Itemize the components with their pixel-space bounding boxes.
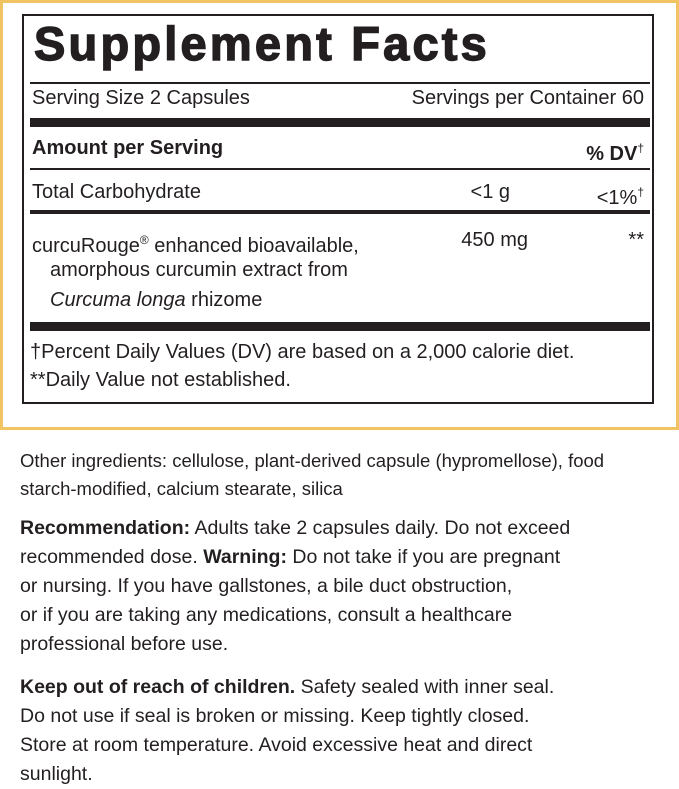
footnote-not-established: **Daily Value not established.	[30, 369, 291, 391]
row-total-carbohydrate-dv: <1%†	[596, 185, 644, 209]
row-rule	[30, 210, 650, 214]
recommendation-line2: recommended dose. Warning: Do not take if you are pregnant	[20, 546, 561, 568]
storage-line4: sunlight.	[20, 763, 93, 785]
recommendation-line5: professional before use.	[20, 633, 229, 655]
storage-line3: Store at room temperature. Avoid excessive heat and direct	[20, 734, 533, 756]
row-curcurouge-name-line1: curcuRouge® enhanced bioavailable,	[32, 233, 359, 257]
footnote-dv: †Percent Daily Values (DV) are based on a 2,000 calorie diet.	[30, 341, 575, 363]
supplement-facts-panel	[22, 14, 654, 404]
row-total-carbohydrate-amount: <1 g	[470, 181, 510, 203]
recommendation-line3: or nursing. If you have gallstones, a bile duct obstruction,	[20, 575, 513, 597]
header-rule	[30, 118, 650, 127]
row-curcurouge-dv: **	[628, 229, 644, 251]
recommendation-line1: Recommendation: Adults take 2 capsules daily. Do not exceed	[20, 517, 571, 539]
recommendation-line4: or if you are taking any medications, consult a healthcare	[20, 604, 513, 626]
other-ingredients-line1: Other ingredients: cellulose, plant-derived capsule (hypromellose), food	[20, 450, 605, 471]
row-rule	[30, 168, 650, 170]
row-total-carbohydrate-name: Total Carbohydrate	[32, 181, 201, 203]
storage-line2: Do not use if seal is broken or missing. Keep tightly closed.	[20, 705, 530, 727]
amount-per-serving-header: Amount per Serving	[32, 137, 224, 159]
servings-per-container: Servings per Container 60	[411, 87, 644, 109]
row-curcurouge-name-line2: amorphous curcumin extract from	[50, 259, 348, 281]
footnote-rule	[30, 322, 650, 331]
serving-size: Serving Size 2 Capsules	[32, 87, 250, 109]
row-curcurouge-name-line3: Curcuma longa rhizome	[50, 289, 263, 311]
row-curcurouge-amount: 450 mg	[461, 229, 528, 251]
panel-title: Supplement Facts	[34, 17, 491, 70]
dv-header: % DV†	[586, 141, 644, 165]
other-ingredients-line2: starch-modified, calcium stearate, silica	[20, 478, 343, 499]
storage-line1: Keep out of reach of children. Safety sealed with inner seal.	[20, 676, 555, 698]
